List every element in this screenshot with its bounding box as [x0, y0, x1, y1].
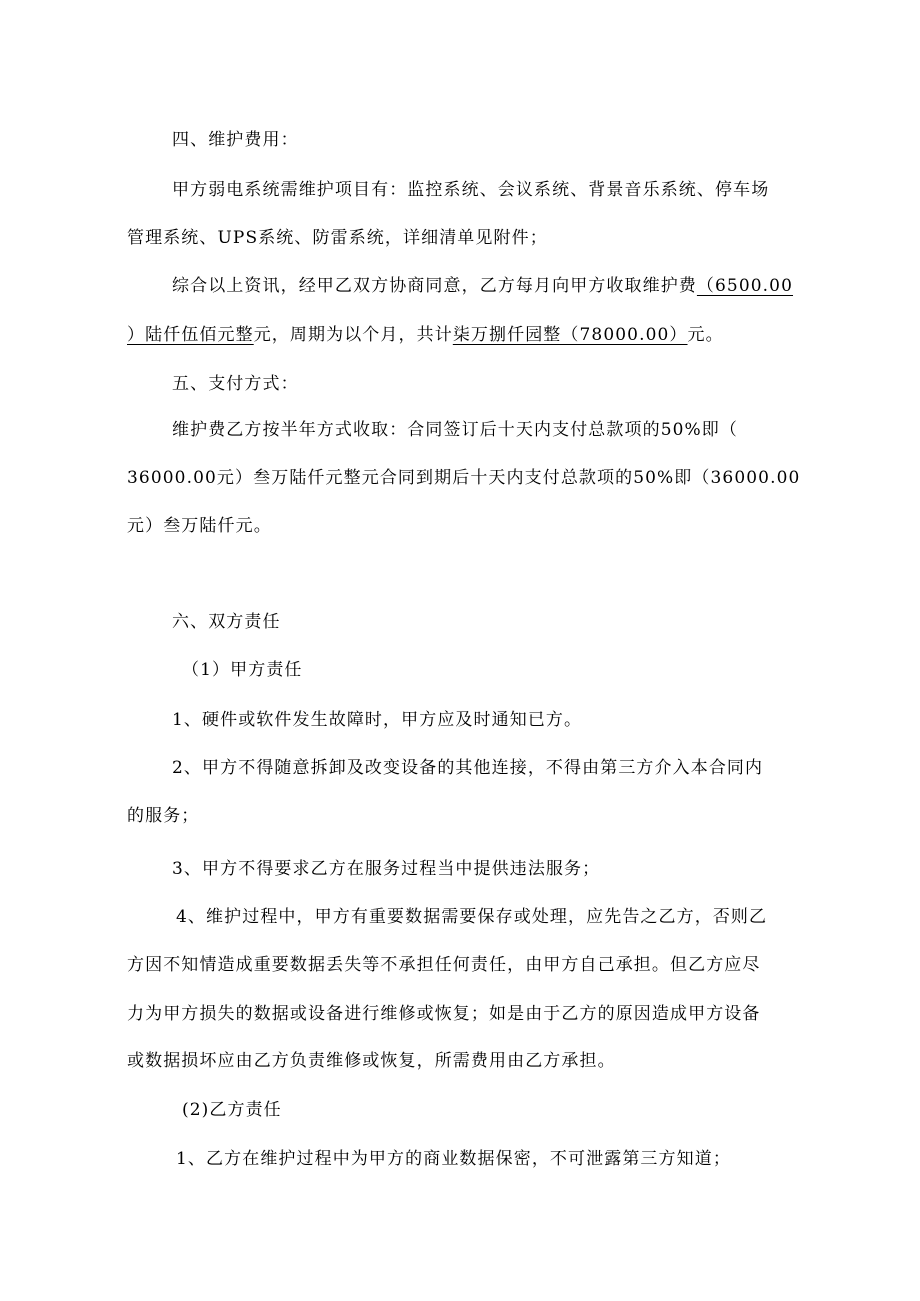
section-5-paragraph-line-1: 维护费乙方按半年方式收取：合同签订后十天内支付总款项的50%即（ [172, 420, 738, 440]
section-4-paragraph-2-line-1 [172, 274, 793, 298]
party-a-item-2-line-1: 2、甲方不得随意拆卸及改变设备的其他连接，不得由第三方介入本合同内 [172, 758, 764, 778]
party-a-item-1: 1、硬件或软件发生故障时，甲方应及时通知已方。 [172, 710, 583, 730]
section-5-paragraph-line-3: 元）叁万陆仟元。 [127, 516, 272, 536]
section-6-heading: 六、双方责任 [172, 612, 281, 632]
party-b-subheading: (2)乙方责任 [182, 1100, 282, 1120]
section-5-heading: 五、支付方式： [172, 374, 299, 394]
party-a-item-4-line-4: 或数据损坏应由乙方负责维修或恢复，所需费用由乙方承担。 [127, 1051, 616, 1071]
party-a-item-4-line-2: 方因不知情造成重要数据丢失等不承担任何责任，由甲方自己承担。但乙方应尽 [127, 955, 761, 975]
fee-amount-underlined: （6500.00 [696, 276, 794, 296]
party-a-item-4-line-3: 力为甲方损失的数据或设备进行维修或恢复；如是由于乙方的原因造成甲方设备 [127, 1004, 761, 1024]
section-4-paragraph-1-line-2: 管理系统、UPS系统、防雷系统，详细清单见附件； [127, 228, 548, 248]
section-4-paragraph-2-line-2 [127, 323, 724, 347]
party-a-subheading: （1）甲方责任 [182, 660, 303, 680]
section-4-paragraph-1-line-1: 甲方弱电系统需维护项目有：监控系统、会议系统、背景音乐系统、停车场 [172, 180, 770, 200]
party-a-item-2-line-2: 的服务； [127, 806, 200, 826]
fee-text: 综合以上资讯，经甲乙双方协商同意，乙方每月向甲方收取维护费 [172, 276, 697, 296]
party-b-item-1: 1、乙方在维护过程中为甲方的商业数据保密，不可泄露第三方知道； [176, 1149, 731, 1169]
total-amount-underlined: 柒万捌仟园整（78000.00） [452, 325, 688, 345]
total-unit: 元。 [687, 325, 724, 345]
fee-amount-words: ）陆仟伍佰元整 [127, 325, 254, 345]
period-text: 元，周期为以个月，共计 [253, 325, 453, 345]
party-a-item-3: 3、甲方不得要求乙方在服务过程当中提供违法服务； [172, 859, 601, 879]
section-4-heading: 四、维护费用： [172, 130, 299, 150]
party-a-item-4-line-1: 4、维护过程中，甲方有重要数据需要保存或处理，应先告之乙方，否则乙 [176, 907, 768, 927]
section-5-paragraph-line-2: 36000.00元）叁万陆仟元整元合同到期后十天内支付总款项的50%即（36000.00 [127, 468, 801, 488]
